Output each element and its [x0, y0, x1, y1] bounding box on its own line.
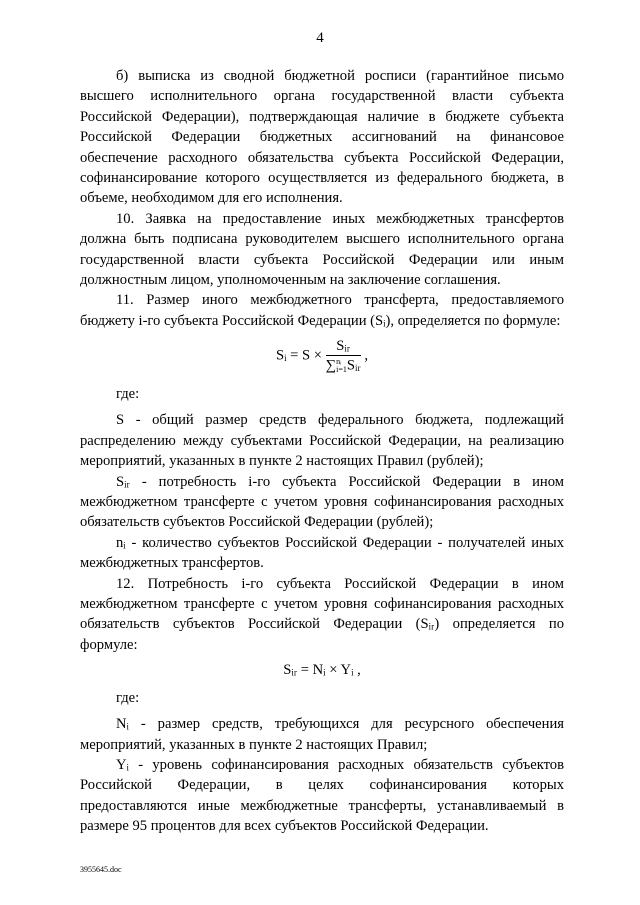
- formula-si-numerator: Sᵢᵣ: [326, 339, 361, 356]
- paragraph-12: 12. Потребность i-го субъекта Российской Федерации в ином межбюджетном трансферте с учетом уровня софинансирования расходных обязательств субъектов Российской Федерации (Sᵢᵣ) определяется по формуле:: [80, 575, 564, 653]
- definition-yi: Yᵢ - уровень софинансирования расходных обязательств субъектов Российской Федерации, в целях софинансирования которых предоставляются иные межбюджетные трансферты, устанавливаемый в размере 95 процентов для всех субъектов Российской Федерации.: [80, 756, 564, 835]
- file-name-footer: 3955645.doc: [80, 865, 122, 874]
- paragraph-10: 10. Заявка на предоставление иных межбюджетных трансфертов должна быть подписана руководителем высшего исполнительного органа государственной власти субъекта Российской Федерации или иным должностным лицом, уполномоченным на заключение соглашения.: [80, 210, 564, 289]
- sum-sign: ∑: [325, 357, 337, 374]
- sum-limits: [336, 358, 347, 374]
- where-label-2: где:: [116, 689, 140, 706]
- formula-si-tail: ,: [364, 347, 368, 364]
- formula-si: [80, 339, 564, 374]
- formula-si-lhs: Sᵢ = S ×: [276, 347, 323, 364]
- definition-ni: nᵢ - количество субъектов Российской Федерации - получателей иных межбюджетных трансфертов.: [80, 534, 564, 572]
- formula-si-fraction: [326, 339, 361, 374]
- sum-upper: nᵢ: [336, 356, 342, 366]
- paragraph-11: 11. Размер иного межбюджетного трансферта, предоставляемого бюджету i-го субъекта Российской Федерации (Sᵢ), определяется по формуле:: [80, 292, 564, 329]
- page-number: 4: [316, 30, 324, 46]
- document-body: [80, 66, 564, 837]
- where-label-1: где:: [116, 385, 140, 402]
- paragraph-b: б) выписка из сводной бюджетной росписи (гарантийное письмо высшего исполнительного органа государственной власти субъекта Российской Федерации), подтверждающая наличие в бюджете субъекта Российской Федерации бюджетных ассигнований на финансовое обеспечение расходного обязательства субъекта Российской Федерации, софинансирование которого осуществляется из федерального бюджета, в объеме, необходимом для его исполнения.: [80, 68, 564, 207]
- sum-term: Sᵢᵣ: [346, 357, 361, 374]
- formula-si-denominator: [326, 356, 361, 374]
- sum-lower: i=1: [336, 364, 347, 374]
- formula-sir: Sᵢᵣ = Nᵢ × Yᵢ ,: [283, 662, 361, 679]
- definition-s: S - общий размер средств федерального бюджета, подлежащий распределению между субъектами Российской Федерации, на реализацию мероприятий, указанных в пункте 2 настоящих Правил (рублей);: [80, 412, 564, 470]
- definition-ni-upper: Nᵢ - размер средств, требующихся для ресурсного обеспечения мероприятий, указанных в пункте 2 настоящих Правил;: [80, 716, 564, 753]
- definition-sir: Sᵢᵣ - потребность i-го субъекта Российской Федерации в ином межбюджетном трансферте с учетом уровня софинансирования расходных обязательств субъектов Российской Федерации (рублей);: [80, 473, 564, 531]
